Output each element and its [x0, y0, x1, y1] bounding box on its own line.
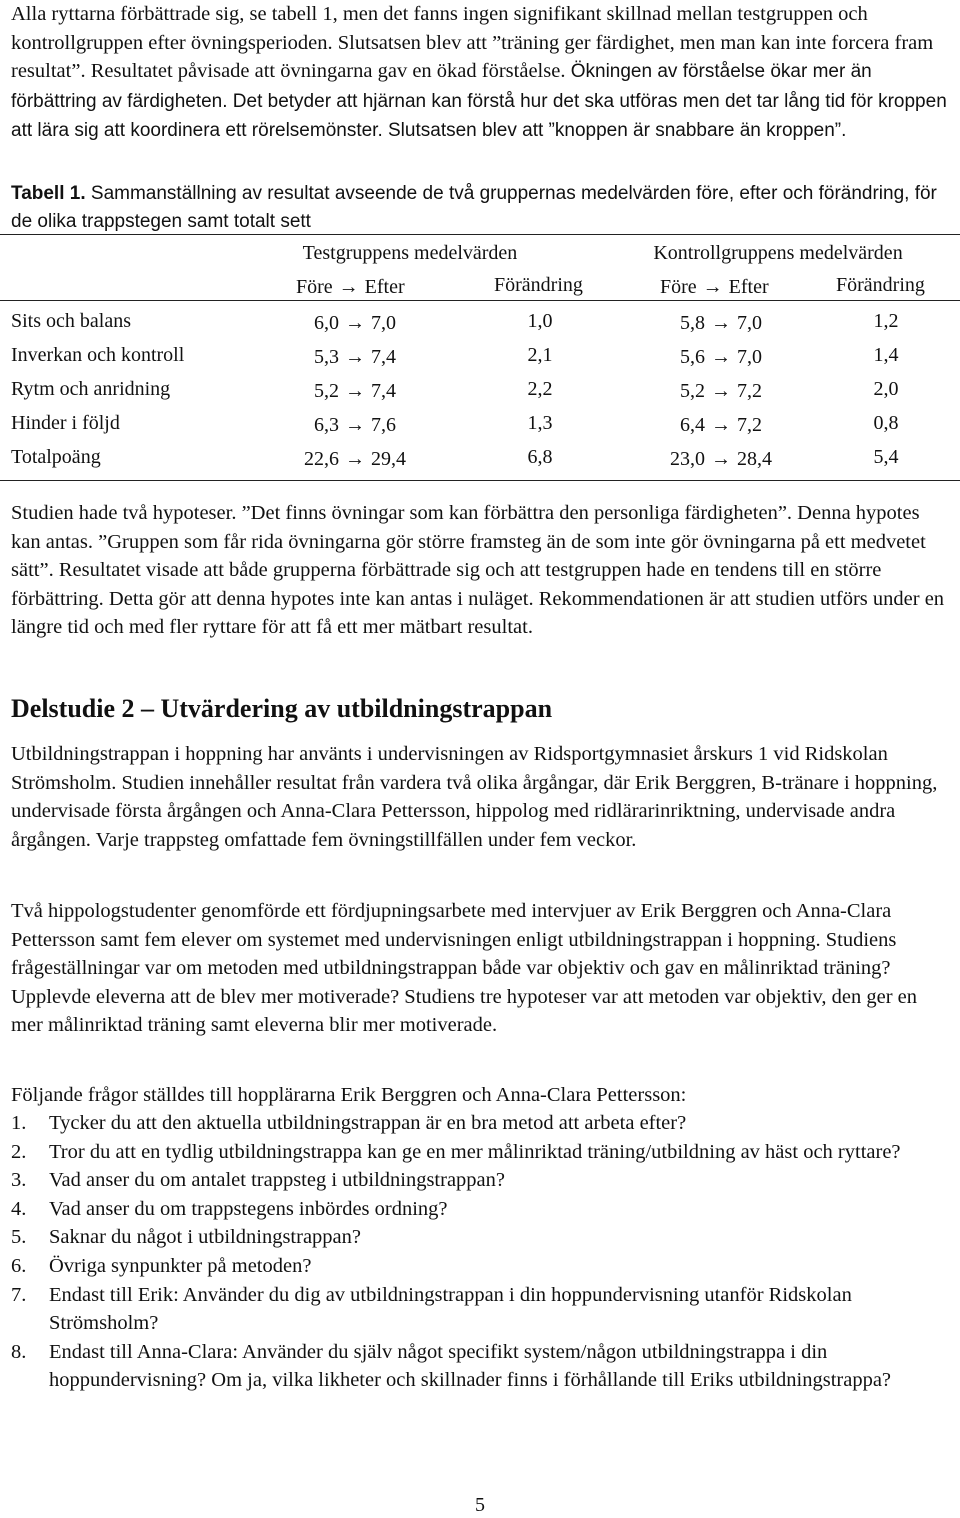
control-before-after: 5,8 → 7,0	[680, 312, 762, 334]
header-after: Efter	[728, 276, 769, 298]
section-paragraph-1: Utbildningstrappan i hoppning har använts i undervisningen av Ridsportgymnasiet årskurs 1 vid Ridskolan Strömsholm. Studien innehåller resultat från vardera två olika årgångar, där Erik Berggren, B-tränare i hoppning, undervisade första årgången och Anna-Clara Pettersson, hippolog med ridlärarinriktning, undervisade andra årgången. Varje trappsteg omfattade fem övningstillfällen under fem veckor.	[11, 743, 938, 851]
test-change: 1,3	[527, 412, 553, 434]
table-caption-text: Sammanställning av resultat avseende de två gruppernas medelvärden före, efter och förändring, för de olika trappstegen samt totalt sett	[11, 183, 937, 232]
test-change: 2,1	[527, 344, 553, 366]
control-change: 2,0	[873, 378, 899, 400]
control-change: 0,8	[873, 412, 899, 434]
questions-list	[11, 1109, 951, 1395]
header-after: Efter	[364, 276, 405, 298]
arrow-icon: →	[711, 380, 731, 402]
list-item: 8. Endast till Anna-Clara: Använder du själv något specifikt system/någon utbildningstrappa i din hoppundervisning? Om ja, vilka likheter och skillnader finns i förhållande till Eriks utbildningstrappa?	[11, 1340, 892, 1392]
page-number: 5	[475, 1494, 485, 1516]
arrow-icon: →	[345, 312, 365, 334]
table-row-label: Rytm och anridning	[11, 378, 171, 400]
test-group-header: Testgruppens medelvärden	[302, 242, 518, 264]
table-row-label: Hinder i följd	[11, 412, 120, 434]
list-item: 6. Övriga synpunkter på metoden?	[11, 1254, 312, 1277]
header-before: Före	[296, 276, 333, 298]
control-before-after: 5,6 → 7,0	[680, 346, 762, 368]
control-change-header: Förändring	[836, 274, 925, 296]
table-row-label: Sits och balans	[11, 310, 131, 332]
table-row-label: Totalpoäng	[11, 446, 101, 468]
table-header-rule	[0, 300, 960, 301]
test-before-after-header	[296, 276, 405, 299]
arrow-icon: →	[711, 448, 731, 470]
test-before-after: 5,2 → 7,4	[314, 380, 396, 402]
arrow-icon: →	[711, 312, 731, 334]
list-item: 7. Endast till Erik: Använder du dig av utbildningstrappan i din hoppundervisning utanför Ridskolan Strömsholm?	[11, 1283, 852, 1335]
test-before-after: 6,3 → 7,6	[314, 414, 396, 436]
intro-paragraph	[11, 0, 951, 146]
intro-paragraph-sans: Ökningen av förståelse ökar mer än förbättring av färdigheten. Det betyder att hjärnan kan förstå hur det ska utföras men det tar lång tid för kroppen att lära sig att koordinera ett rörelsemönster. Slutsatsen blev att ”knoppen är snabbare än kroppen”.	[11, 61, 947, 142]
arrow-icon: →	[702, 276, 723, 298]
control-before-after: 6,4 → 7,2	[680, 414, 762, 436]
test-change-header: Förändring	[494, 274, 583, 296]
table-caption-label: Tabell 1.	[11, 183, 86, 204]
table-top-rule	[0, 234, 960, 235]
arrow-icon: →	[338, 276, 359, 298]
intro-paragraph-serif: Alla ryttarna förbättrade sig, se tabell 1, men det fanns ingen signifikant skillnad mellan testgruppen och kontrollgruppen efter övningsperioden. Slutsatsen blev att ”träning ger färdighet, men man kan inte forcera fram resultat”. Resultatet påvisade att övningarna gav en ökad förståelse.	[11, 3, 934, 83]
test-before-after: 5,3 → 7,4	[314, 346, 396, 368]
control-change: 1,4	[873, 344, 899, 366]
control-before-after: 23,0 → 28,4	[670, 448, 772, 470]
test-change: 6,8	[527, 446, 553, 468]
control-change: 5,4	[873, 446, 899, 468]
questions-intro: Följande frågor ställdes till hopplärarna Erik Berggren och Anna-Clara Pettersson:	[11, 1084, 687, 1106]
hypothesis-paragraph: Studien hade två hypoteser. ”Det finns övningar som kan förbättra den personliga färdigheten”. Denna hypotes kan antas. ”Gruppen som får rida övningarna gör större framsteg än de som inte gör övningarna på ett medvetet sätt”. Resultatet visade att både grupperna förbättrade sig och att testgruppen hade en tendens till en större förbättring. Detta gör att denna hypotes inte kan antas i nuläget. Rekommendationen är att studien utförs under en längre tid och med fler ryttare för att få ett mer mätbart resultat.	[11, 502, 945, 639]
list-item: 2. Tror du att en tydlig utbildningstrappa kan ge en mer målinriktad träning/utbildning av häst och ryttare?	[11, 1140, 901, 1163]
list-item: 4. Vad anser du om trappstegens inbördes ordning?	[11, 1197, 448, 1220]
arrow-icon: →	[345, 448, 365, 470]
control-group-header: Kontrollgruppens medelvärden	[653, 242, 903, 264]
table-bottom-rule	[0, 480, 960, 481]
table-caption	[11, 180, 951, 236]
test-change: 2,2	[527, 378, 553, 400]
section-paragraph-2: Två hippologstudenter genomförde ett fördjupningsarbete med intervjuer av Erik Berggren och Anna-Clara Pettersson samt fem elever om systemet med undervisningen enligt utbildningstrappan i hoppning. Studiens frågeställningar var om metoden med utbildningstrappan både var objektiv och gav en målinriktad träning? Upplevde eleverna att de blev mer motiverade? Studiens tre hypoteser var att metoden var objektiv, den ger en mer målinriktad träning samt eleverna blir mer motiverade.	[11, 900, 918, 1037]
control-before-after-header	[660, 276, 769, 299]
arrow-icon: →	[345, 414, 365, 436]
arrow-icon: →	[345, 380, 365, 402]
section-heading: Delstudie 2 – Utvärdering av utbildningstrappan	[11, 694, 553, 723]
arrow-icon: →	[345, 346, 365, 368]
list-item: 5. Saknar du något i utbildningstrappan?	[11, 1226, 361, 1249]
list-item: 1. Tycker du att den aktuella utbildningstrappan är en bra metod att arbeta efter?	[11, 1112, 687, 1134]
test-before-after: 22,6 → 29,4	[304, 448, 406, 470]
test-change: 1,0	[527, 310, 553, 332]
control-change: 1,2	[873, 310, 899, 332]
test-before-after: 6,0 → 7,0	[314, 312, 396, 334]
arrow-icon: →	[711, 346, 731, 368]
table-row-label: Inverkan och kontroll	[11, 344, 185, 366]
control-before-after: 5,2 → 7,2	[680, 380, 762, 402]
arrow-icon: →	[711, 414, 731, 436]
list-item: 3. Vad anser du om antalet trappsteg i utbildningstrappan?	[11, 1169, 506, 1192]
header-before: Före	[660, 276, 697, 298]
